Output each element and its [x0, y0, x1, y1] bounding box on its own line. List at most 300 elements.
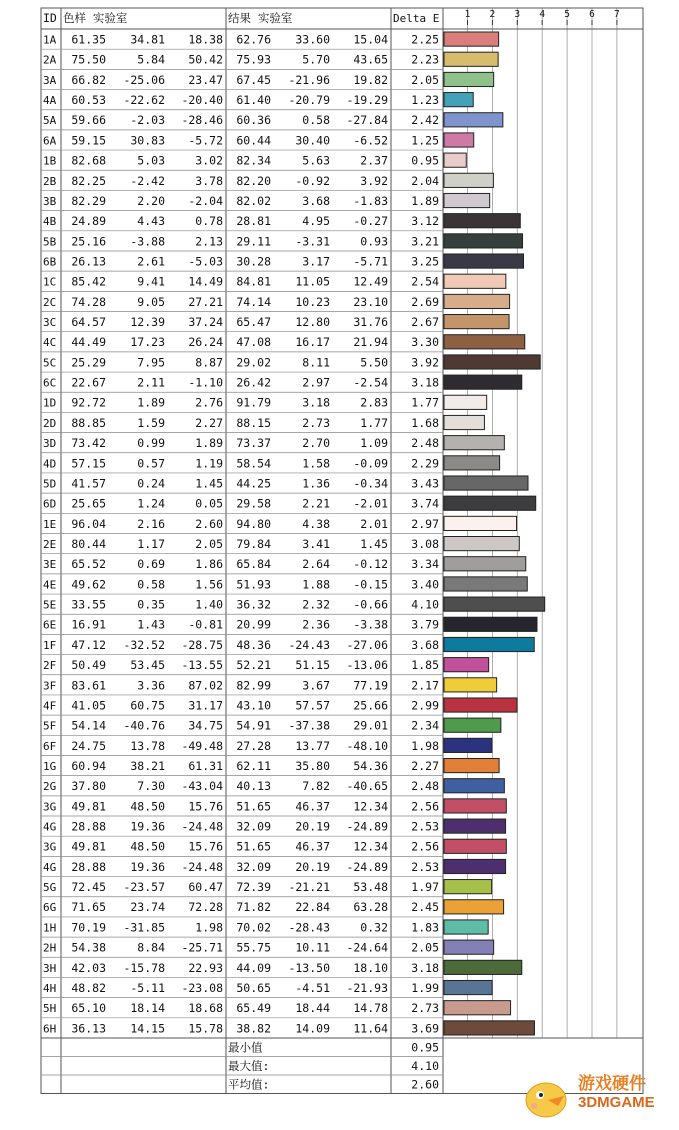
- row-id: 5E: [43, 598, 57, 612]
- delta-e-value: 3.18: [411, 375, 439, 390]
- target-l-value: 83.61: [71, 678, 106, 693]
- delta-e-value: 1.98: [411, 738, 439, 753]
- result-b-value: -2.54: [353, 375, 388, 390]
- result-b-value: -24.89: [346, 859, 388, 874]
- delta-e-value: 3.43: [411, 476, 439, 491]
- row-id: 1G: [43, 759, 57, 773]
- delta-e-bar: [444, 980, 492, 994]
- target-b-value: 18.38: [188, 32, 223, 47]
- result-a-value: -0.92: [295, 173, 330, 188]
- delta-e-bar: [444, 335, 525, 349]
- target-b-value: 1.45: [195, 476, 223, 491]
- target-b-value: 50.42: [188, 52, 223, 67]
- target-b-value: -23.08: [181, 980, 223, 995]
- header-id: ID: [43, 11, 57, 25]
- result-b-value: 1.45: [360, 537, 388, 551]
- target-l-value: 28.88: [71, 819, 106, 834]
- result-b-value: 53.48: [353, 880, 388, 895]
- watermark-line1: 游戏硬件: [578, 1074, 646, 1093]
- row-id: 2A: [43, 53, 57, 67]
- target-b-value: -0.81: [188, 617, 223, 632]
- target-b-value: 1.89: [195, 436, 223, 451]
- result-a-value: 51.15: [295, 658, 330, 673]
- row-id: 4G: [43, 820, 57, 834]
- delta-e-value: 2.29: [411, 456, 439, 471]
- scale-tick-label: 6: [589, 9, 595, 20]
- result-a-value: -13.50: [288, 960, 330, 975]
- target-l-value: 16.91: [71, 617, 106, 632]
- result-l-value: 44.09: [236, 960, 271, 975]
- result-l-value: 75.93: [236, 52, 271, 67]
- target-b-value: 23.47: [188, 72, 223, 87]
- delta-e-value: 2.27: [411, 758, 439, 773]
- result-a-value: 30.40: [295, 133, 330, 148]
- row-id: 3G: [43, 800, 57, 814]
- result-b-value: -24.64: [346, 940, 388, 955]
- row-id: 1A: [43, 33, 57, 47]
- target-b-value: -13.55: [181, 658, 223, 673]
- delta-e-bar: [444, 294, 510, 308]
- result-l-value: 26.42: [236, 375, 271, 390]
- result-l-value: 67.45: [236, 72, 271, 87]
- result-b-value: 0.93: [360, 234, 388, 249]
- target-l-value: 60.94: [71, 758, 106, 773]
- result-b-value: -0.34: [353, 476, 388, 491]
- delta-e-value: 2.45: [411, 900, 439, 915]
- target-b-value: -43.04: [181, 779, 223, 794]
- result-b-value: 23.10: [353, 294, 388, 309]
- target-l-value: 71.65: [71, 900, 106, 915]
- target-a-value: 38.21: [130, 758, 165, 773]
- target-b-value: 22.93: [188, 960, 223, 975]
- result-b-value: -2.01: [353, 496, 388, 511]
- delta-e-value: 1.99: [411, 980, 439, 995]
- target-b-value: 26.24: [188, 335, 223, 350]
- result-a-value: 4.38: [302, 516, 330, 531]
- result-l-value: 82.34: [236, 153, 271, 168]
- summary-label: 平均值:: [228, 1077, 270, 1092]
- target-l-value: 42.03: [71, 960, 106, 975]
- result-l-value: 44.25: [236, 476, 271, 491]
- target-l-value: 80.44: [71, 537, 106, 551]
- result-l-value: 40.13: [236, 779, 271, 794]
- target-a-value: 9.05: [137, 294, 165, 309]
- result-a-value: 2.73: [302, 415, 330, 430]
- target-a-value: 7.95: [137, 355, 165, 370]
- delta-e-bar: [444, 1021, 534, 1035]
- target-b-value: 1.40: [195, 597, 223, 612]
- result-l-value: 60.44: [236, 133, 271, 148]
- row-id: 2H: [43, 941, 57, 955]
- summary-label: 最小值: [228, 1040, 263, 1055]
- delta-e-value: 2.73: [411, 1001, 439, 1016]
- delta-e-value: 2.04: [411, 173, 439, 188]
- target-b-value: -25.71: [181, 940, 223, 955]
- result-b-value: -40.65: [346, 779, 388, 794]
- delta-e-bar: [444, 52, 498, 66]
- delta-e-bar: [444, 415, 484, 429]
- target-l-value: 82.68: [71, 153, 106, 168]
- row-id: 1D: [43, 396, 57, 410]
- result-a-value: 11.05: [295, 274, 330, 289]
- target-b-value: -24.48: [181, 819, 223, 834]
- result-a-value: 57.57: [295, 698, 330, 713]
- target-b-value: 2.76: [195, 395, 223, 410]
- target-a-value: 0.24: [137, 476, 165, 491]
- target-b-value: 2.60: [195, 516, 223, 531]
- row-id: 5D: [43, 477, 57, 491]
- delta-e-bar: [444, 839, 506, 853]
- result-a-value: 20.19: [295, 819, 330, 834]
- delta-e-bar: [444, 597, 545, 611]
- row-id: 2C: [43, 295, 57, 309]
- target-a-value: -15.78: [123, 960, 165, 975]
- target-l-value: 22.67: [71, 375, 106, 390]
- target-l-value: 82.29: [71, 193, 106, 208]
- target-a-value: -25.06: [123, 72, 165, 87]
- result-l-value: 27.28: [236, 738, 271, 753]
- target-b-value: -28.75: [181, 637, 223, 652]
- target-b-value: 3.02: [195, 153, 223, 168]
- target-a-value: 13.78: [130, 738, 165, 753]
- row-id: 4F: [43, 699, 57, 713]
- delta-e-bar: [444, 395, 487, 409]
- result-a-value: 5.70: [302, 52, 330, 67]
- target-b-value: 15.78: [188, 1021, 223, 1036]
- delta-e-bar: [444, 637, 534, 651]
- row-id: 6F: [43, 739, 57, 753]
- result-b-value: -6.52: [353, 133, 388, 148]
- scale-tick-label: 1: [464, 9, 471, 20]
- result-l-value: 65.47: [236, 315, 271, 330]
- row-id: 2F: [43, 659, 57, 673]
- delta-e-bar: [444, 920, 488, 934]
- target-a-value: -22.62: [123, 93, 165, 108]
- delta-e-bar: [444, 799, 506, 813]
- result-l-value: 82.20: [236, 173, 271, 188]
- result-a-value: 2.21: [302, 496, 330, 511]
- result-l-value: 91.79: [236, 395, 271, 410]
- target-a-value: 17.23: [130, 335, 165, 350]
- target-l-value: 54.14: [71, 718, 106, 733]
- delta-e-value: 1.83: [411, 920, 439, 935]
- target-l-value: 61.35: [71, 32, 106, 47]
- delta-e-bar: [444, 476, 528, 490]
- target-l-value: 25.29: [71, 355, 106, 370]
- delta-e-value: 3.92: [411, 355, 439, 370]
- row-id: 6H: [43, 1022, 57, 1036]
- target-l-value: 65.10: [71, 1001, 106, 1016]
- result-l-value: 38.82: [236, 1021, 271, 1036]
- target-a-value: 53.45: [130, 658, 165, 673]
- target-l-value: 60.53: [71, 93, 106, 108]
- row-id: 4H: [43, 981, 57, 995]
- row-id: 4B: [43, 215, 57, 229]
- target-l-value: 75.50: [71, 52, 106, 67]
- delta-e-bar: [444, 1001, 511, 1015]
- delta-e-bar: [444, 173, 493, 187]
- target-b-value: 1.56: [195, 577, 223, 592]
- target-a-value: 0.69: [137, 557, 165, 572]
- target-a-value: 2.20: [137, 193, 165, 208]
- row-id: 3H: [43, 961, 57, 975]
- delta-e-bar: [444, 133, 474, 147]
- result-l-value: 32.09: [236, 859, 271, 874]
- delta-e-bar: [444, 72, 494, 86]
- target-b-value: 61.31: [188, 758, 223, 773]
- target-b-value: 27.21: [188, 294, 223, 309]
- target-l-value: 33.55: [71, 597, 106, 612]
- result-b-value: 2.37: [360, 153, 388, 168]
- result-l-value: 29.58: [236, 496, 271, 511]
- result-b-value: 15.04: [353, 32, 388, 47]
- target-a-value: 0.57: [137, 456, 165, 471]
- result-a-value: 18.44: [295, 1001, 330, 1016]
- result-a-value: -21.21: [288, 880, 330, 895]
- target-l-value: 96.04: [71, 516, 106, 531]
- target-l-value: 25.16: [71, 234, 106, 249]
- summary-value: 2.60: [411, 1077, 439, 1092]
- delta-e-value: 2.67: [411, 315, 439, 330]
- result-b-value: 18.10: [353, 960, 388, 975]
- delta-e-value: 2.53: [411, 859, 439, 874]
- target-a-value: 18.14: [130, 1001, 165, 1016]
- result-a-value: 1.36: [302, 476, 330, 491]
- delta-e-value: 2.54: [411, 274, 439, 289]
- target-l-value: 74.28: [71, 294, 106, 309]
- target-b-value: 87.02: [188, 678, 223, 693]
- watermark-line2: 3DMGAME: [578, 1094, 655, 1111]
- result-b-value: -0.66: [353, 597, 388, 612]
- result-b-value: 2.83: [360, 395, 388, 410]
- row-id: 2D: [43, 416, 57, 430]
- delta-e-value: 1.23: [411, 93, 439, 108]
- target-a-value: 5.03: [137, 153, 165, 168]
- row-id: 6D: [43, 497, 57, 511]
- result-a-value: 33.60: [295, 32, 330, 47]
- delta-e-value: 2.99: [411, 698, 439, 713]
- delta-e-value: 2.53: [411, 819, 439, 834]
- result-b-value: 21.94: [353, 335, 388, 350]
- delta-e-value: 3.25: [411, 254, 439, 269]
- delta-e-value: 3.68: [411, 637, 439, 652]
- target-l-value: 44.49: [71, 335, 106, 350]
- result-a-value: 5.63: [302, 153, 330, 168]
- delta-e-value: 1.25: [411, 133, 439, 148]
- row-id: 6G: [43, 901, 57, 915]
- result-a-value: -3.31: [295, 234, 330, 249]
- result-l-value: 43.10: [236, 698, 271, 713]
- target-b-value: 8.87: [195, 355, 223, 370]
- target-a-value: -40.76: [123, 718, 165, 733]
- result-a-value: 46.37: [295, 799, 330, 814]
- result-b-value: 63.28: [353, 900, 388, 915]
- summary-label: 最大值:: [228, 1059, 270, 1073]
- delta-e-bar: [444, 900, 504, 914]
- result-l-value: 51.65: [236, 799, 271, 814]
- delta-e-value: 3.34: [411, 557, 439, 572]
- target-b-value: 2.13: [195, 234, 223, 249]
- target-b-value: -49.48: [181, 738, 223, 753]
- target-l-value: 59.66: [71, 113, 106, 128]
- result-b-value: -1.83: [353, 193, 388, 208]
- result-l-value: 51.65: [236, 839, 271, 854]
- delta-e-bar: [444, 577, 527, 591]
- delta-e-bar: [444, 496, 536, 510]
- target-l-value: 24.75: [71, 738, 106, 753]
- row-id: 5A: [43, 114, 57, 128]
- result-a-value: 3.67: [302, 678, 330, 693]
- result-a-value: -4.51: [295, 980, 330, 995]
- result-a-value: 2.36: [302, 617, 330, 632]
- delta-e-bar: [444, 779, 504, 793]
- target-b-value: 37.24: [188, 315, 223, 330]
- target-a-value: 2.61: [137, 254, 165, 269]
- scale-tick-label: 5: [564, 9, 570, 20]
- delta-e-value: 1.89: [411, 193, 439, 208]
- scale-tick-label: 2: [489, 9, 496, 20]
- delta-e-bar: [444, 617, 537, 631]
- result-b-value: 31.76: [353, 315, 388, 330]
- result-l-value: 20.99: [236, 617, 271, 632]
- target-a-value: 3.36: [137, 678, 165, 693]
- delta-e-value: 3.12: [411, 214, 439, 229]
- result-l-value: 82.99: [236, 678, 271, 693]
- header-target-lab: 色样 实验室: [63, 11, 128, 25]
- result-a-value: 2.70: [302, 436, 330, 451]
- delta-e-value: 1.77: [411, 395, 439, 410]
- target-l-value: 64.57: [71, 315, 106, 330]
- result-a-value: -20.79: [288, 93, 330, 108]
- delta-e-bar: [444, 193, 490, 207]
- delta-e-bar: [444, 516, 517, 530]
- target-l-value: 92.72: [71, 395, 106, 410]
- target-a-value: -2.42: [130, 173, 165, 188]
- target-b-value: -24.48: [181, 859, 223, 874]
- delta-e-bar: [444, 214, 520, 228]
- delta-e-value: 2.56: [411, 839, 439, 854]
- result-a-value: 8.11: [302, 355, 330, 370]
- result-l-value: 88.15: [236, 415, 271, 430]
- result-a-value: 10.11: [295, 940, 330, 955]
- delta-e-value: 0.95: [411, 153, 439, 168]
- result-b-value: -27.06: [346, 637, 388, 652]
- delta-e-bar: [444, 819, 506, 833]
- delta-e-value: 2.05: [411, 72, 439, 87]
- result-l-value: 28.81: [236, 214, 271, 229]
- delta-e-value: 3.08: [411, 537, 439, 551]
- result-b-value: -19.29: [346, 93, 388, 108]
- result-l-value: 30.28: [236, 254, 271, 269]
- result-b-value: -0.15: [353, 577, 388, 592]
- target-b-value: 31.17: [188, 698, 223, 713]
- result-a-value: 35.80: [295, 758, 330, 773]
- delta-e-bar: [444, 698, 517, 712]
- result-l-value: 60.36: [236, 113, 271, 128]
- target-l-value: 66.82: [71, 72, 106, 87]
- target-a-value: 9.41: [137, 274, 165, 289]
- result-a-value: 2.32: [302, 597, 330, 612]
- result-l-value: 54.91: [236, 718, 271, 733]
- result-l-value: 52.21: [236, 658, 271, 673]
- target-l-value: 49.81: [71, 839, 106, 854]
- result-a-value: 14.09: [295, 1021, 330, 1036]
- result-a-value: 3.17: [302, 254, 330, 269]
- target-l-value: 50.49: [71, 658, 106, 673]
- target-l-value: 85.42: [71, 274, 106, 289]
- delta-e-bar: [444, 234, 523, 248]
- row-id: 4E: [43, 578, 57, 592]
- result-a-value: 16.17: [295, 335, 330, 350]
- delta-e-bar: [444, 940, 494, 954]
- result-a-value: 1.88: [302, 577, 330, 592]
- target-a-value: 48.50: [130, 839, 165, 854]
- row-id: 1C: [43, 275, 57, 289]
- target-l-value: 73.42: [71, 436, 106, 451]
- target-a-value: 2.11: [137, 375, 165, 390]
- result-a-value: -37.38: [288, 718, 330, 733]
- result-a-value: 2.64: [302, 557, 330, 572]
- delta-e-bar: [444, 375, 522, 389]
- scale-tick-label: 4: [539, 9, 546, 20]
- row-id: 3F: [43, 679, 57, 693]
- target-b-value: 60.47: [188, 880, 223, 895]
- result-b-value: 43.65: [353, 52, 388, 67]
- target-a-value: 1.43: [137, 617, 165, 632]
- result-b-value: -21.93: [346, 980, 388, 995]
- delta-e-value: 2.69: [411, 294, 439, 309]
- delta-e-bar: [444, 315, 509, 329]
- target-a-value: 2.16: [137, 516, 165, 531]
- target-a-value: 48.50: [130, 799, 165, 814]
- watermark-logo: [518, 1066, 678, 1126]
- result-b-value: 1.09: [360, 436, 388, 451]
- result-a-value: 46.37: [295, 839, 330, 854]
- delta-e-bar: [444, 557, 526, 571]
- target-b-value: 2.05: [195, 537, 223, 551]
- result-b-value: 77.19: [353, 678, 388, 693]
- target-l-value: 65.52: [71, 557, 106, 572]
- row-id: 1H: [43, 921, 57, 935]
- summary-value: 0.95: [411, 1040, 439, 1055]
- target-l-value: 25.65: [71, 496, 106, 511]
- result-l-value: 65.84: [236, 557, 271, 572]
- target-a-value: 60.75: [130, 698, 165, 713]
- target-a-value: -3.88: [130, 234, 165, 249]
- result-b-value: -48.10: [346, 738, 388, 753]
- result-b-value: 0.32: [360, 920, 388, 935]
- delta-e-value: 2.25: [411, 32, 439, 47]
- result-a-value: 2.97: [302, 375, 330, 390]
- delta-e-value: 2.97: [411, 516, 439, 531]
- delta-e-bar: [444, 758, 499, 772]
- row-id: 5F: [43, 719, 57, 733]
- result-l-value: 71.82: [236, 900, 271, 915]
- scale-tick-label: 7: [614, 9, 620, 20]
- summary-value: 4.10: [411, 1059, 439, 1073]
- target-l-value: 70.19: [71, 920, 106, 935]
- target-b-value: 0.05: [195, 496, 223, 511]
- result-l-value: 51.93: [236, 577, 271, 592]
- target-l-value: 41.57: [71, 476, 106, 491]
- row-id: 3E: [43, 558, 57, 572]
- target-b-value: 18.68: [188, 1001, 223, 1016]
- delta-e-value: 2.23: [411, 52, 439, 67]
- result-l-value: 94.80: [236, 516, 271, 531]
- row-id: 4D: [43, 457, 57, 471]
- target-b-value: 0.78: [195, 214, 223, 229]
- delta-e-bar: [444, 456, 500, 470]
